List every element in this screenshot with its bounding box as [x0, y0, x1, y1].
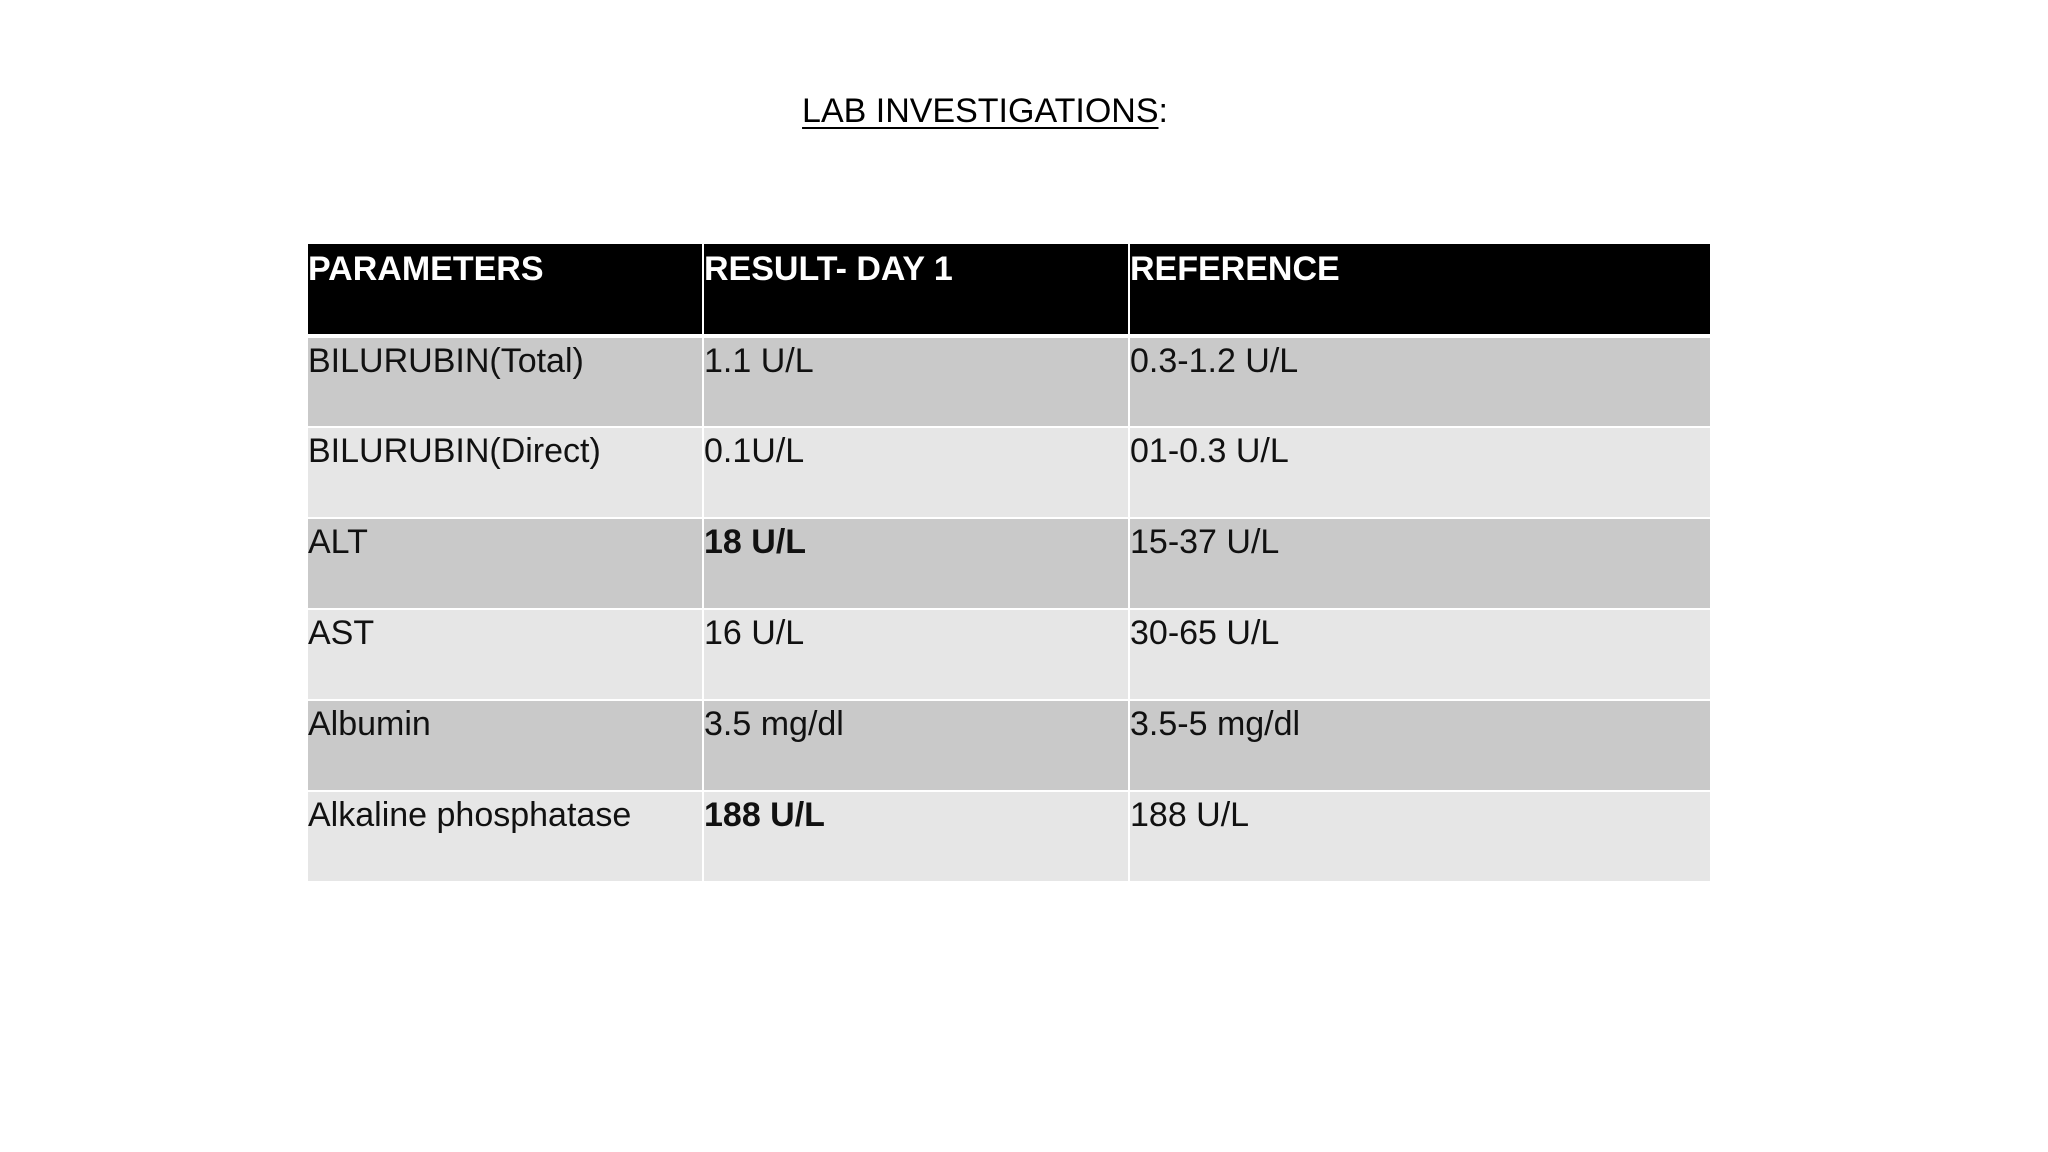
- reference-cell: 15-37 U/L: [1129, 518, 1710, 609]
- parameter-cell: AST: [308, 609, 703, 700]
- reference-cell: 188 U/L: [1129, 791, 1710, 882]
- parameter-cell: Alkaline phosphatase: [308, 791, 703, 882]
- header-parameters: PARAMETERS: [308, 244, 703, 336]
- result-cell: 3.5 mg/dl: [703, 700, 1129, 791]
- reference-cell: 01-0.3 U/L: [1129, 427, 1710, 518]
- page-title: [0, 88, 1970, 134]
- table-header-row: [308, 244, 1710, 336]
- title-colon: :: [1158, 92, 1168, 130]
- table-row: [308, 791, 1710, 882]
- table-row: [308, 518, 1710, 609]
- parameter-cell: BILURUBIN(Total): [308, 336, 703, 427]
- header-result-day-1: RESULT- DAY 1: [703, 244, 1129, 336]
- parameter-cell: BILURUBIN(Direct): [308, 427, 703, 518]
- parameter-cell: Albumin: [308, 700, 703, 791]
- table-row: [308, 336, 1710, 427]
- reference-cell: 0.3-1.2 U/L: [1129, 336, 1710, 427]
- parameter-cell: ALT: [308, 518, 703, 609]
- reference-cell: 30-65 U/L: [1129, 609, 1710, 700]
- table-row: [308, 427, 1710, 518]
- table-row: [308, 609, 1710, 700]
- header-reference: REFERENCE: [1129, 244, 1710, 336]
- result-cell: 188 U/L: [703, 791, 1129, 882]
- result-cell: 1.1 U/L: [703, 336, 1129, 427]
- result-cell: 18 U/L: [703, 518, 1129, 609]
- table-row: [308, 700, 1710, 791]
- reference-cell: 3.5-5 mg/dl: [1129, 700, 1710, 791]
- title-text: LAB INVESTIGATIONS: [802, 92, 1159, 130]
- lab-results-table: [308, 244, 1710, 883]
- result-cell: 16 U/L: [703, 609, 1129, 700]
- result-cell: 0.1U/L: [703, 427, 1129, 518]
